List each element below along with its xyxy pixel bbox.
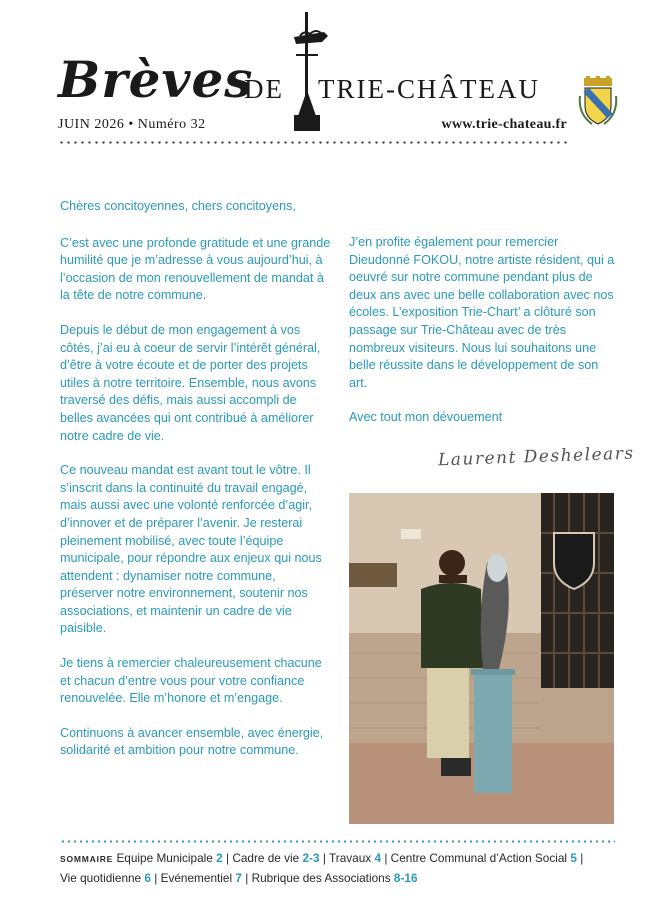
summary-label: SOMMAIRE bbox=[60, 854, 114, 864]
toc-item[interactable]: Travaux 4 bbox=[329, 851, 382, 865]
paragraph: Je tiens à remercier chaleureusement chacune et chacun d’entre vous pour votre confiance renouvelée. Elle m’honore et m’engage. bbox=[60, 656, 322, 706]
signature: Laurent Deshelears bbox=[437, 443, 635, 471]
title-de: DE bbox=[244, 74, 284, 104]
toc-item[interactable]: Equipe Municipale 2 bbox=[116, 851, 223, 865]
letter-left-column bbox=[60, 198, 332, 777]
masthead bbox=[0, 0, 645, 150]
toc-item[interactable]: Rubrique des Associations 8-16 bbox=[251, 871, 418, 885]
paragraph: J’en profite également pour remercier Dieudonné FOKOU, notre artiste résident, qui a oeuvré sur notre commune pendant plus de deux ans avec une belle collaboration avec nos écoles. L’exposition Trie-Chart’ a clôturé son passage sur Trie-Château avec de très nombreux visiteurs. Nous lui souhaitons une belle réussite dans le développement de son art. bbox=[349, 235, 615, 390]
title-town: TRIE-CHÂTEAU bbox=[318, 74, 540, 104]
letter-right-column bbox=[349, 234, 619, 444]
paragraph: Ce nouveau mandat est avant tout le vôtre. Il s’inscrit dans la continuité du travail engagé, mais aussi avec une volonté renforcée d’agir, d’innover et de préparer l’avenir. Je resterai pleinement mobilisé, avec toute l’équipe municipale, pour répondre aux enjeux qui nous attendent : dynamiser notre commune, préserver notre environnement, soutenir nos associations, et maintenir un cadre de vie paisible. bbox=[60, 463, 322, 636]
paragraph: C’est avec une profonde gratitude et une grande humilité que je m’adresse à vous aujourd’hui, à l’occasion de mon renouvellement de mandat à la tête de notre commune. bbox=[60, 235, 331, 303]
issue-line: JUIN 2026 • Numéro 32 bbox=[58, 117, 206, 132]
header-divider bbox=[58, 141, 568, 144]
closing: Avec tout mon dévouement bbox=[349, 410, 503, 425]
table-of-contents: SOMMAIRE Equipe Municipale 2 | Cadre de vie 2-3 | Travaux 4 | Centre Communal d’Action Social 5 | Vie quotidienne 6 | Evénementiel 7 | Rubrique des Associations 8-16 bbox=[60, 851, 584, 885]
website-link[interactable]: www.trie-chateau.fr bbox=[441, 117, 567, 132]
paragraph: Depuis le début de mon engagement à vos côtés, j’ai eu à coeur de servir l’intérêt général, d’être à votre écoute et de porter des projets utiles à notre territoire. Ensemble, nous avons traversé des défis, mais aussi accompli de belles avancées qui ont contribué à améliorer notre cadre de vie. bbox=[60, 322, 321, 443]
paragraph: Continuons à avancer ensemble, avec énergie, solidarité et ambition pour notre commune. bbox=[60, 725, 324, 758]
toc-item[interactable]: Evénementiel 7 bbox=[160, 871, 242, 885]
salutation: Chères concitoyennes, chers concitoyens, bbox=[60, 199, 296, 213]
footer-divider bbox=[60, 840, 615, 843]
title-breves: Brèves bbox=[58, 50, 254, 109]
toc-item[interactable]: Centre Communal d’Action Social 5 bbox=[390, 851, 577, 865]
toc-item[interactable]: Cadre de vie 2-3 bbox=[232, 851, 320, 865]
town-crest-icon bbox=[578, 76, 618, 128]
toc-item[interactable]: Vie quotidienne 6 bbox=[60, 871, 151, 885]
artist-photo bbox=[349, 493, 614, 824]
